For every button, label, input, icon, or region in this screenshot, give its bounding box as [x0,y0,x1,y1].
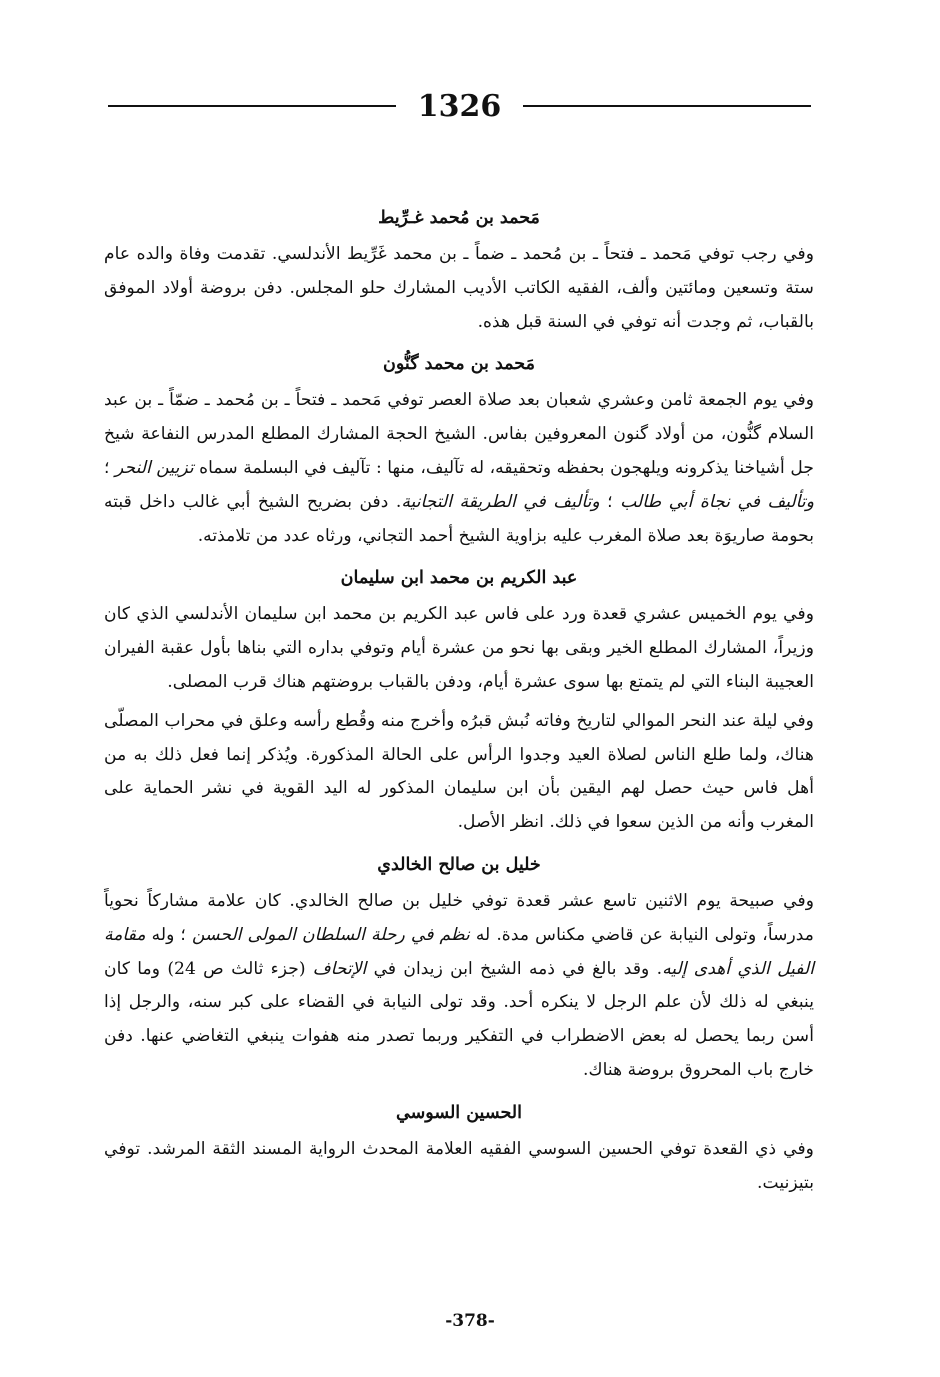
text-run: ؛ [599,491,621,512]
text-run: وفي يوم الخميس عشري قعدة ورد على فاس عبد الكريم بن محمد ابن سليمان الأندلسي الذي كان وزيراً، المشارك المطلع الخير وبقى بها نحو من عشرة أيام وتوفي بداره التي بناها بأول عقبة الفيران العجيبة البناء التي لم يتمتع بها سوى عشرة أيام، ودفن بالقباب بروضتهم هناك قرب المصلى. [104,604,814,692]
entry-paragraph [104,238,814,339]
header-rule-right [523,105,811,107]
text-run: . دفن بضريح الشيخ أبي غالب داخل قبته بحومة صاريوَة بعد صلاة المغرب عليه بزاوية الشيخ أحمد التجاني، ورثاه عدد من تلامذته. [104,491,814,546]
entry-heading: عبد الكريم بن محمد ابن سليمان [340,568,578,589]
text-run: وفي رجب توفي مَحمد ـ فتحاً ـ بن مُحمد ـ ضماً ـ بن محمد غَرِّيط الأندلسي. تقدمت وفاة والده عام ستة وتسعين ومائتين وألف، الفقيه الكاتب الأديب المشارك حلو المجلس. دفن بروضة أولاد الموفق بالقباب، ثم وجدت أنه توفي في السنة قبل هذه. [104,244,814,332]
entry-heading: خليل بن صالح الخالدي [377,854,541,875]
page-number: -378- [445,1311,495,1331]
text-run: (جزء ثالث ص 24) وما كان ينبغي له ذلك لأن علم الرجل لا ينكره أحد. وقد تولى النيابة في القضاء على كبر سنه، والرجل إذا أسن ربما يحصل له بعض الاضطراب في التفكير وربما تصدر منه هفوات ينبغي التغاضي عنها. دفن خارج باب المحروق بروضة هناك. [104,958,814,1080]
text-run: . وقد بالغ في ذمه الشيخ ابن زيدان في [366,958,663,979]
page-body [104,198,814,1205]
entry-heading: مَحمد بن محمد گنُّون [383,354,535,375]
page-header [108,86,811,126]
entry-heading: الحسين السوسي [396,1102,522,1123]
book-title: تزيين النحر [115,457,194,478]
book-title: وتأليف في الطريقة التجانية [401,491,600,512]
entry-heading: مَحمد بن مُحمد غـرِّيط [378,208,540,228]
text-run: ؛ [104,457,115,478]
book-title: نظم في رحلة السلطان المولى الحسن [191,924,470,945]
header-rule-left [108,105,396,107]
entry-paragraph [104,1133,814,1201]
text-run: ؛ وله [145,924,192,945]
text-run: وفي يوم الجمعة ثامن وعشري شعبان بعد صلاة العصر توفي مَحمد ـ فتحاً ـ بن مُحمد ـ ضمّاً ـ بن عبد السلام گنُّون، من أولاد گنون المعروفين بفاس. الشيخ الحجة المشارك المطلع المدرس النفاعة شيخ جل أشياخنا يذكرونه ويلهجون بحفظه وتحقيقه، له تآليف، منها : تآليف في البسلمة سماه [104,390,814,478]
entry-paragraph [104,705,814,840]
book-title: الإتحاف [312,958,367,979]
book-title: مقامة الفيل الذي أهدى إليه [104,924,814,979]
entry-paragraph [104,384,814,553]
entry-paragraph [104,885,814,1088]
book-title: وتأليف في نجاة أبي طالب [620,491,814,512]
year-heading: 1326 [417,88,502,124]
text-run: وفي ليلة عند النحر الموالي لتاريخ وفاته نُبش قبرُه وأخرج منه وقُطع رأسه وعلق في محراب المصلّى هناك، ولما طلع الناس لصلاة العيد وجدوا الرأس على الحالة المذكورة. ويُذكر إنما فعل ذلك به من أهل فاس حيث حصل لهم اليقين بأن ابن سليمان المذكور له اليد القوية في نشر الحماية على المغرب وأنه من الذين سعوا في ذلك. انظر الأصل. [104,710,814,833]
entry-paragraph [104,598,814,699]
text-run: وفي صبيحة يوم الاثنين تاسع عشر قعدة توفي خليل بن صالح الخالدي. كان علامة مشاركاً نحوياً مدرساً، وتولى النيابة عن قاضي مكناس مدة. له [104,890,815,945]
text-run: وفي ذي القعدة توفي الحسين السوسي الفقيه العلامة المحدث الرواية المسند الثقة المرشد. توفي بتيزنيت. [104,1138,814,1193]
